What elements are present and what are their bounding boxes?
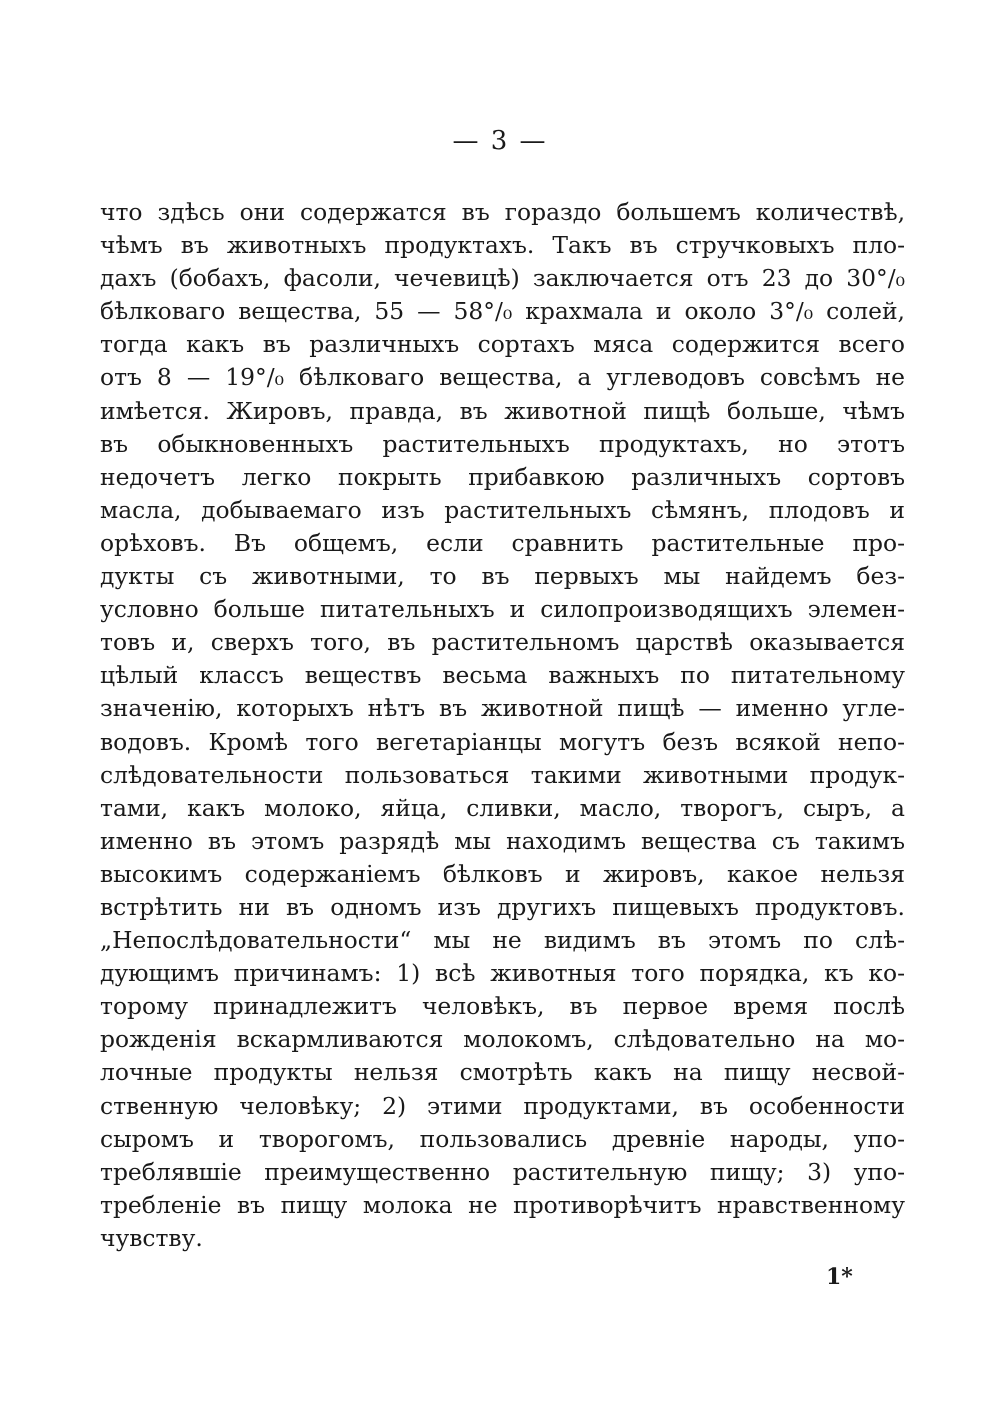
text-line: масла, добываемаго изъ растительныхъ сѣмянъ, плодовъ и bbox=[100, 495, 905, 524]
text-line: условно больше питательныхъ и силопроизводящихъ элемен- bbox=[100, 595, 905, 624]
text-line: товъ и, сверхъ того, въ растительномъ царствѣ оказывается bbox=[100, 628, 905, 657]
text-line: треблявшіе преимущественно растительную пищу; 3) упо- bbox=[100, 1157, 905, 1186]
text-line: что здѣсь они содержатся въ гораздо большемъ количествѣ, bbox=[100, 198, 905, 226]
text-line: торому принадлежитъ человѣкъ, въ первое время послѣ bbox=[100, 992, 905, 1021]
text-line: дахъ (бобахъ, фасоли, чечевицѣ) заключается отъ 23 до 30°/₀ bbox=[100, 264, 905, 293]
text-line: дующимъ причинамъ: 1) всѣ животныя того порядка, къ ко- bbox=[100, 959, 905, 988]
text-line: встрѣтить ни въ одномъ изъ другихъ пищевыхъ продуктовъ. bbox=[100, 892, 905, 921]
text-line: требленіе въ пищу молока не противорѣчитъ нравственному bbox=[100, 1190, 905, 1219]
body-text bbox=[100, 196, 905, 1255]
text-line: бѣлковаго вещества, 55 — 58°/₀ крахмала и около 3°/₀ солей, bbox=[100, 297, 905, 326]
text-line: водовъ. Кромѣ того вегетаріанцы могутъ безъ всякой непо- bbox=[100, 727, 905, 756]
text-line: именно въ этомъ разрядѣ мы находимъ вещества съ такимъ bbox=[100, 826, 905, 855]
text-line: дукты съ животными, то въ первыхъ мы найдемъ без- bbox=[100, 562, 905, 591]
text-line-last: чувству. bbox=[100, 1223, 203, 1252]
text-line: недочетъ легко покрыть прибавкою различныхъ сортовъ bbox=[100, 462, 905, 491]
text-line: тами, какъ молоко, яйца, сливки, масло, творогъ, сыръ, а bbox=[100, 793, 905, 822]
text-line: отъ 8 — 19°/₀ бѣлковаго вещества, а углеводовъ совсѣмъ не bbox=[100, 363, 905, 392]
text-line: сыромъ и творогомъ, пользовались древніе народы, упо- bbox=[100, 1124, 905, 1153]
text-line: слѣдовательности пользоваться такими животными продук- bbox=[100, 760, 905, 789]
text-line: орѣховъ. Въ общемъ, если сравнить растительные про- bbox=[100, 528, 905, 557]
text-line: цѣлый классъ веществъ весьма важныхъ по питательному bbox=[100, 661, 905, 690]
text-line: тогда какъ въ различныхъ сортахъ мяса содержится всего bbox=[100, 330, 905, 359]
page-number: — 3 — bbox=[452, 126, 548, 156]
signature-mark: 1* bbox=[826, 1264, 853, 1290]
text-line: имѣется. Жировъ, правда, въ животной пищѣ больше, чѣмъ bbox=[100, 396, 905, 425]
text-line: чѣмъ въ животныхъ продуктахъ. Такъ въ стручковыхъ пло- bbox=[100, 231, 905, 260]
text-line: „Непослѣдовательности“ мы не видимъ въ этомъ по слѣ- bbox=[100, 926, 905, 955]
text-line: значенію, которыхъ нѣтъ въ животной пищѣ — именно угле- bbox=[100, 694, 905, 723]
text-line: въ обыкновенныхъ растительныхъ продуктахъ, но этотъ bbox=[100, 429, 905, 458]
text-line: лочные продукты нельзя смотрѣть какъ на пищу несвой- bbox=[100, 1058, 905, 1087]
text-line: рожденія вскармливаются молокомъ, слѣдовательно на мо- bbox=[100, 1025, 905, 1054]
text-line: высокимъ содержаніемъ бѣлковъ и жировъ, какое нельзя bbox=[100, 859, 905, 888]
text-line: ственную человѣку; 2) этими продуктами, въ особенности bbox=[100, 1091, 905, 1120]
